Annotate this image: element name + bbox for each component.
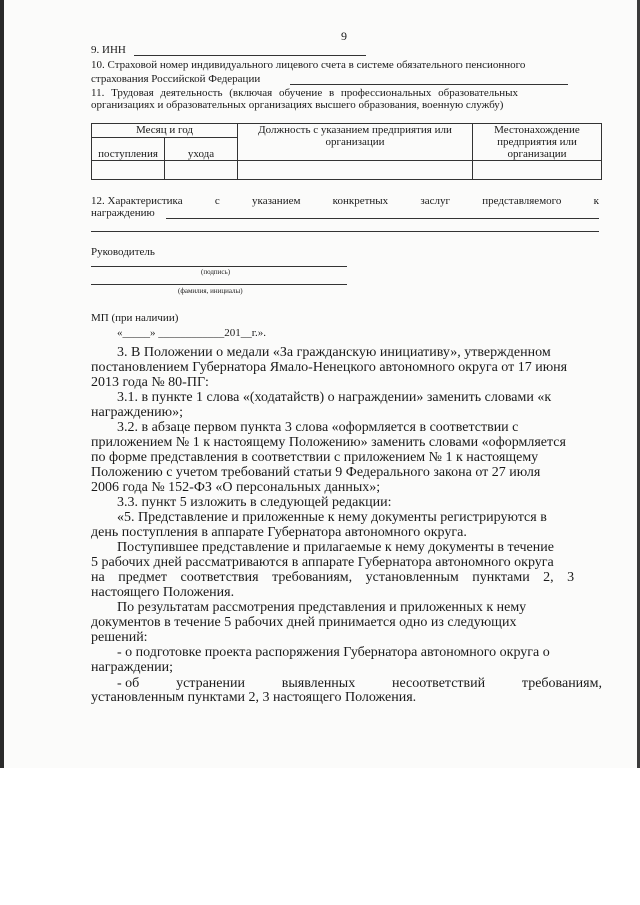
- para-5-line-1: «5. Представление и приложенные к нему документы регистрируются в: [117, 510, 547, 525]
- characteristic-label-cont: награждению: [91, 207, 155, 219]
- para-3-line-1: 3. В Положении о медали «За гражданскую инициативу», утвержденном: [117, 345, 551, 360]
- decision-2-line-2: установленным пунктами 2, 3 настоящего Положения.: [91, 690, 417, 705]
- work-label-cont: организациях и образовательных организациях высшего образования, военную службу): [91, 99, 504, 111]
- para-received-line-2: 5 рабочих дней рассматриваются в аппарате Губернатора автономного округа: [91, 555, 554, 570]
- para-3-2-line-4: Положению с учетом требований статьи 9 Федерального закона от 27 июля: [91, 465, 541, 480]
- characteristic-line-2: [91, 231, 599, 232]
- decision-1-line-1: - о подготовке проекта распоряжения Губернатора автономного округа о: [117, 645, 550, 660]
- snils-line: [290, 84, 568, 85]
- snils-label-cont: страхования Российской Федерации: [91, 73, 261, 85]
- head-label: Руководитель: [91, 246, 155, 258]
- para-received-line-3: на предмет соответствия требованиям, установленным пунктами 2, 3: [91, 570, 575, 585]
- col-month-year: Месяц и год: [92, 124, 238, 138]
- decision-1-line-2: награждении;: [91, 660, 174, 675]
- para-3-2-line-3: по форме представления в соответствии с приложением № 1 к настоящему: [91, 450, 539, 465]
- inn-line: [134, 55, 366, 56]
- table-cell: [238, 161, 473, 180]
- inn-label: 9. ИНН: [91, 44, 126, 56]
- work-label: 11. Трудовая деятельность (включая обучение в профессиональных образовательных: [91, 87, 518, 99]
- para-3-line-2: постановлением Губернатора Ямало-Ненецкого автономного округа от 17 июня: [91, 360, 568, 375]
- col-position: Должность с указанием предприятия или организации: [238, 124, 473, 161]
- date-line: «_____» ____________201__г.».: [117, 327, 267, 339]
- scan-edge-left: [0, 0, 4, 768]
- stamp-label: МП (при наличии): [91, 312, 179, 324]
- col-location: Местонахождение предприятия или организации: [473, 124, 602, 161]
- para-received-line-4: настоящего Положения.: [91, 585, 235, 600]
- para-3-2-line-1: 3.2. в абзаце первом пункта 3 слова «оформляется в соответствии с: [117, 420, 519, 435]
- para-results-line-2: документов в течение 5 рабочих дней принимается одно из следующих: [91, 615, 517, 630]
- para-3-line-3: 2013 года № 80-ПГ:: [91, 375, 209, 390]
- table-cell: [92, 161, 165, 180]
- para-5-line-2: день поступления в аппарате Губернатора автономного округа.: [91, 525, 467, 540]
- col-start: поступления: [92, 138, 165, 161]
- table-cell: [165, 161, 238, 180]
- blank-area: [0, 768, 640, 905]
- work-history-table: [91, 123, 602, 180]
- para-3-2-line-2: приложением № 1 к настоящему Положению» заменить словами «оформляется: [91, 435, 566, 450]
- para-results-line-3: решений:: [91, 630, 148, 645]
- decision-2-line-1: - об устранении выявленных несоответствий требованиям,: [117, 676, 602, 691]
- signature-caption: (подпись): [201, 268, 231, 276]
- para-3-1-line-2: награждению»;: [91, 405, 184, 420]
- table-cell: [473, 161, 602, 180]
- characteristic-line-1: [166, 218, 599, 219]
- para-received-line-1: Поступившее представление и прилагаемые к нему документы в течение: [117, 540, 554, 555]
- para-3-3: 3.3. пункт 5 изложить в следующей редакции:: [117, 495, 392, 510]
- name-line: [91, 284, 347, 285]
- para-results-line-1: По результатам рассмотрения представления и приложенных к нему: [117, 600, 527, 615]
- signature-line: [91, 266, 347, 267]
- para-3-2-line-5: 2006 года № 152-ФЗ «О персональных данных»;: [91, 480, 381, 495]
- col-end: ухода: [165, 138, 238, 161]
- snils-label: 10. Страховой номер индивидуального лицевого счета в системе обязательного пенсионного: [91, 59, 526, 71]
- characteristic-label: 12. Характеристика с указанием конкретных заслуг представляемого к: [91, 195, 599, 207]
- para-3-1-line-1: 3.1. в пункте 1 слова «(ходатайств) о награждении» заменить словами «к: [117, 390, 552, 405]
- page-number: 9: [341, 29, 347, 43]
- name-caption: (фамилия, инициалы): [178, 287, 243, 295]
